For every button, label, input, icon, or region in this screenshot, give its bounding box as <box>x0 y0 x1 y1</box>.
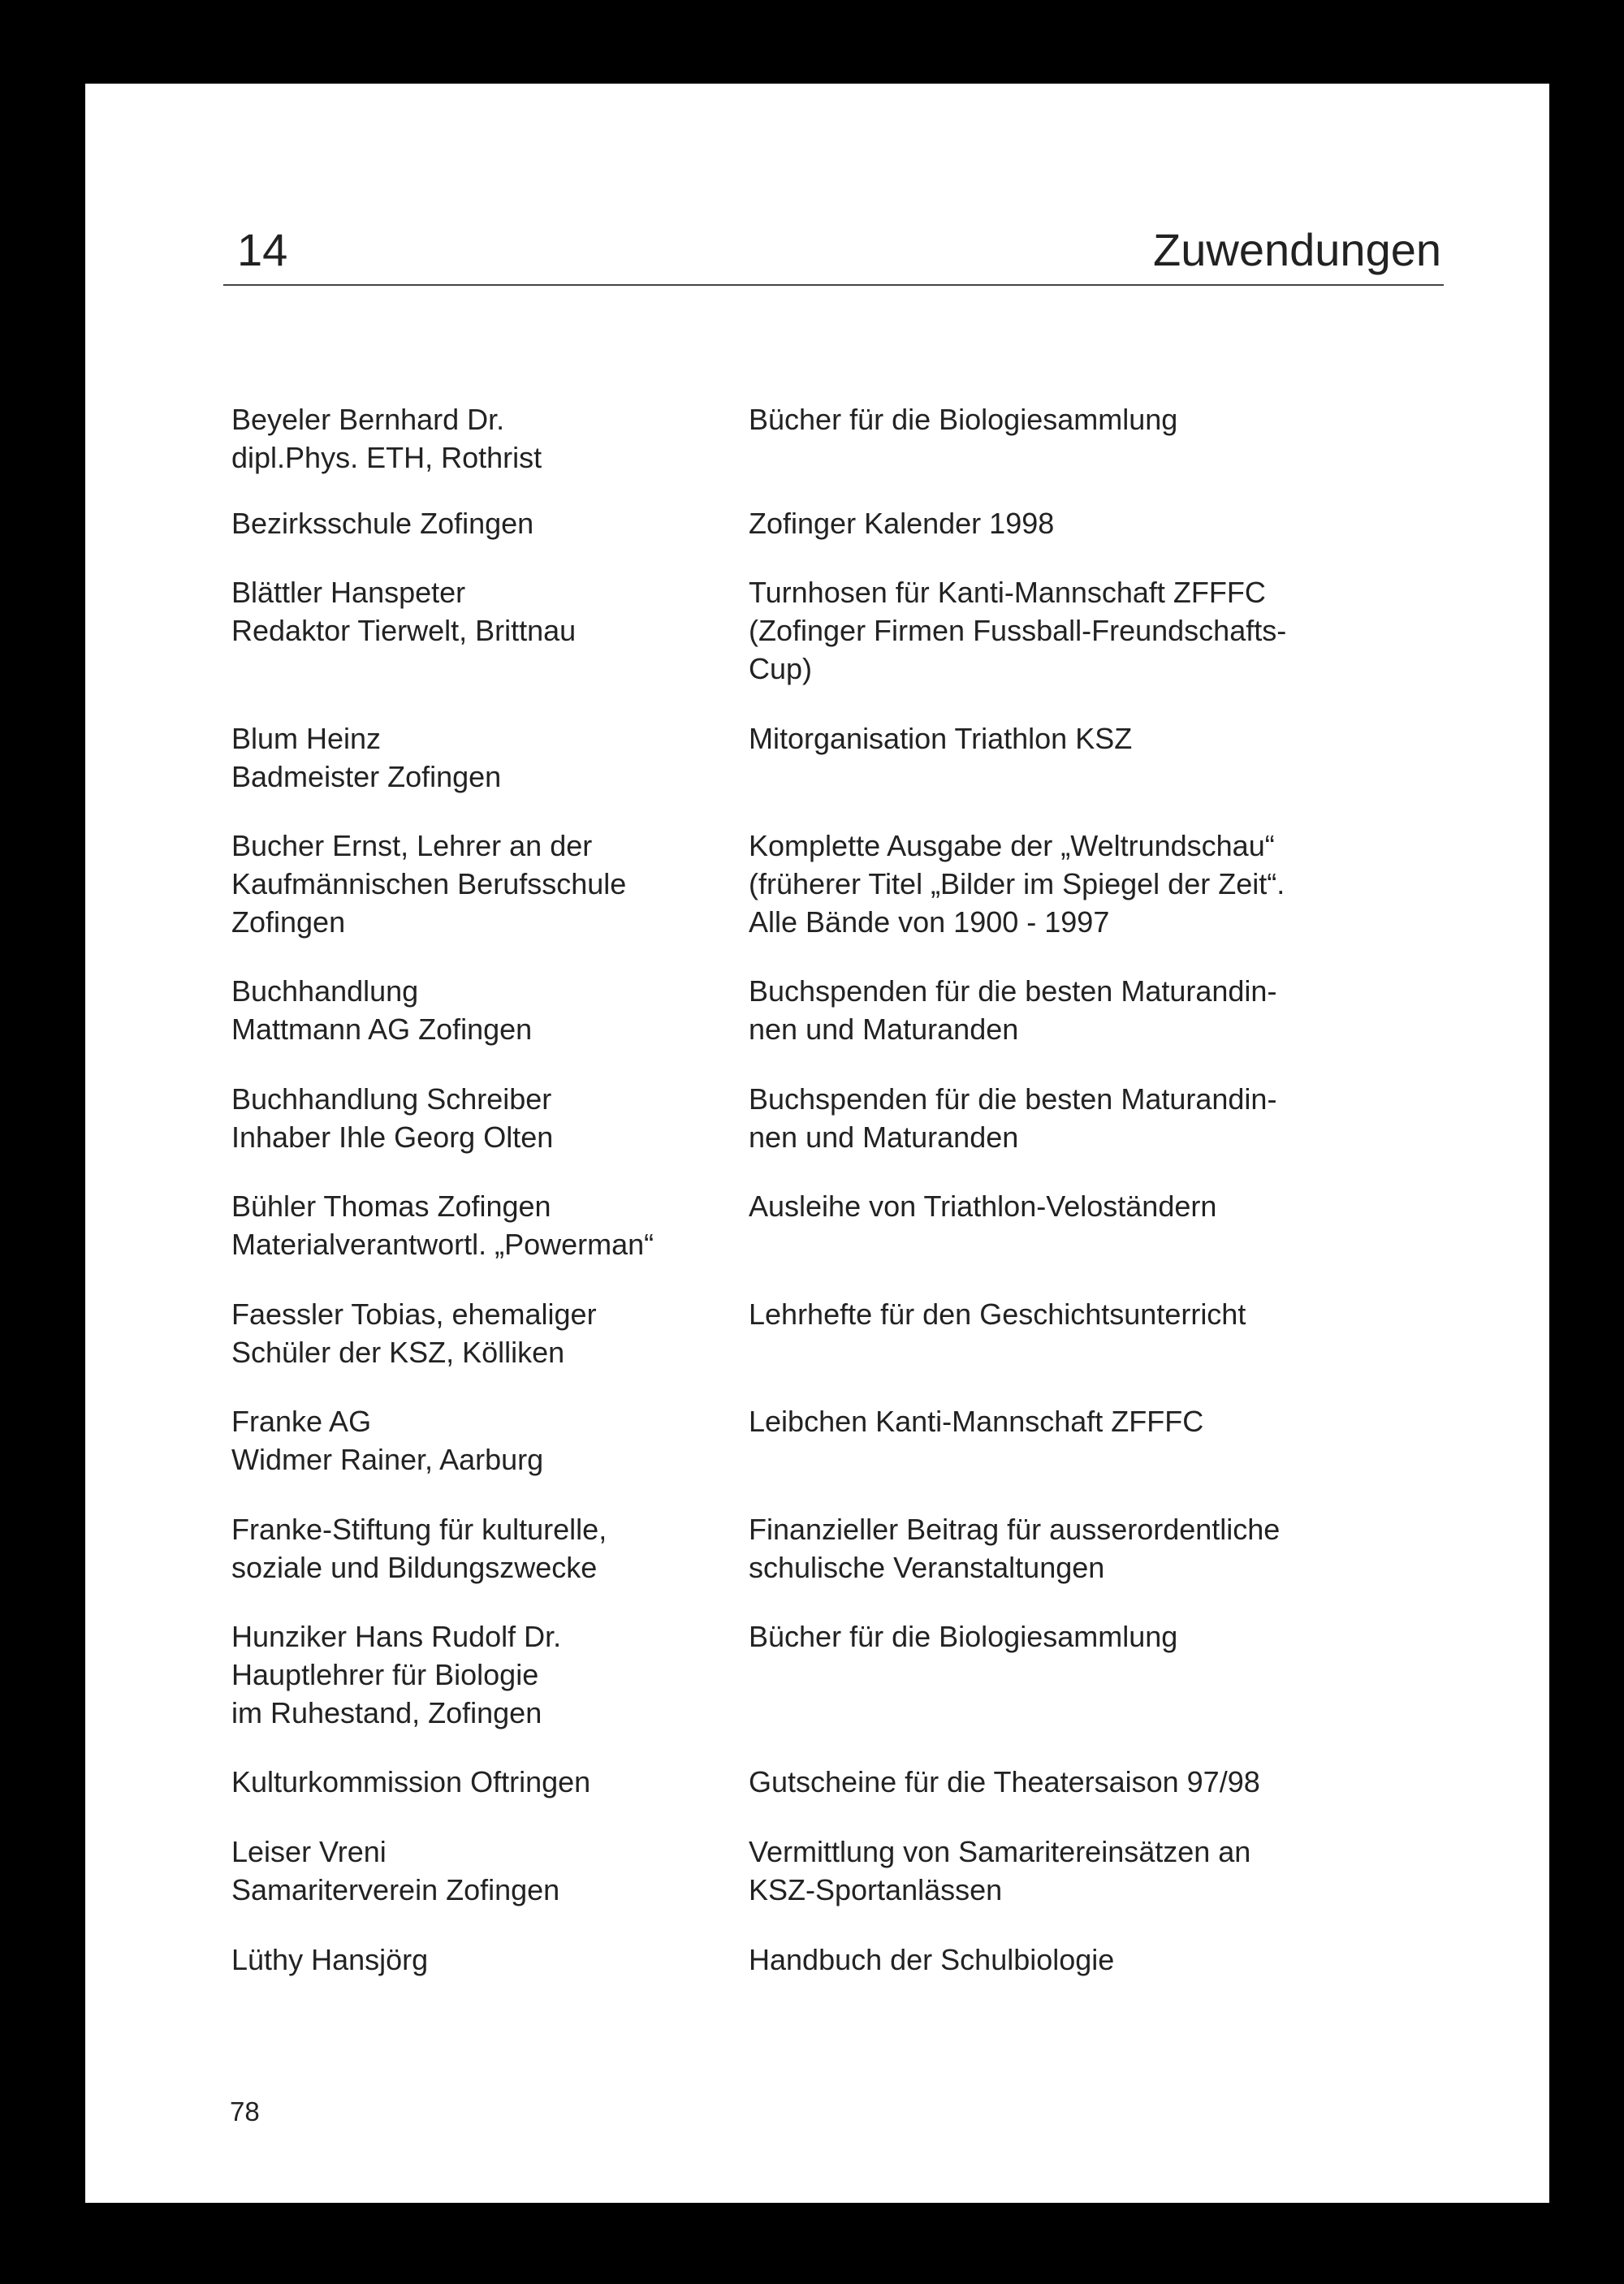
gift-description: Turnhosen für Kanti-Mannschaft ZFFFC (Zofinger Firmen Fussball-Freundschafts- Cup) <box>749 576 1287 685</box>
gift-description: Handbuch der Schulbiologie <box>749 1943 1115 1976</box>
document-page <box>85 84 1549 2203</box>
chapter-number: 14 <box>237 224 288 275</box>
donor-name: Kulturkommission Oftringen <box>231 1765 591 1798</box>
gift-description: Buchspenden für die besten Maturandin- nen und Maturanden <box>749 974 1277 1046</box>
gift-description: Bücher für die Biologiesammlung <box>749 403 1178 436</box>
donor-name: Franke AG Widmer Rainer, Aarburg <box>231 1405 544 1476</box>
gift-description: Lehrhefte für den Geschichtsunterricht <box>749 1297 1246 1331</box>
donor-name: Buchhandlung Mattmann AG Zofingen <box>231 974 533 1046</box>
donor-name: Buchhandlung Schreiber Inhaber Ihle Georg Olten <box>231 1082 554 1154</box>
donor-name: Blättler Hanspeter Redaktor Tierwelt, Brittnau <box>231 576 577 647</box>
donor-name: Franke-Stiftung für kulturelle, soziale und Bildungszwecke <box>231 1513 607 1584</box>
gift-description: Finanzieller Beitrag für ausserordentliche schulische Veranstaltungen <box>749 1513 1281 1584</box>
chapter-title: Zuwendungen <box>1153 224 1441 275</box>
gift-description: Bücher für die Biologiesammlung <box>749 1620 1178 1653</box>
donor-name: Bucher Ernst, Lehrer an der Kaufmännischen Berufsschule Zofingen <box>231 829 627 939</box>
gift-description: Gutscheine für die Theatersaison 97/98 <box>749 1765 1260 1798</box>
gift-description: Buchspenden für die besten Maturandin- nen und Maturanden <box>749 1082 1277 1154</box>
donor-name: Beyeler Bernhard Dr. dipl.Phys. ETH, Rothrist <box>231 403 542 474</box>
page-number: 78 <box>230 2096 260 2126</box>
donor-name: Bezirksschule Zofingen <box>231 507 534 540</box>
donor-name: Faessler Tobias, ehemaliger Schüler der KSZ, Kölliken <box>231 1297 597 1369</box>
gift-description: Vermittlung von Samaritereinsätzen an KSZ-Sportanlässen <box>749 1835 1251 1906</box>
gift-description: Leibchen Kanti-Mannschaft ZFFFC <box>749 1405 1204 1438</box>
donor-name: Hunziker Hans Rudolf Dr. Hauptlehrer für Biologie im Ruhestand, Zofingen <box>231 1620 562 1729</box>
gift-description: Ausleihe von Triathlon-Veloständern <box>749 1189 1217 1223</box>
gift-description: Zofinger Kalender 1998 <box>749 507 1055 540</box>
donor-name: Blum Heinz Badmeister Zofingen <box>231 722 502 793</box>
donor-name: Bühler Thomas Zofingen Materialverantwortl. „Powerman“ <box>231 1189 654 1261</box>
gift-description: Mitorganisation Triathlon KSZ <box>749 722 1133 755</box>
donor-name: Lüthy Hansjörg <box>231 1943 429 1976</box>
header-rule <box>223 284 1444 286</box>
gift-description: Komplette Ausgabe der „Weltrundschau“ (früherer Titel „Bilder im Spiegel der Zeit“. Alle Bände von 1900 - 1997 <box>749 829 1285 939</box>
donor-name: Leiser Vreni Samariterverein Zofingen <box>231 1835 560 1906</box>
